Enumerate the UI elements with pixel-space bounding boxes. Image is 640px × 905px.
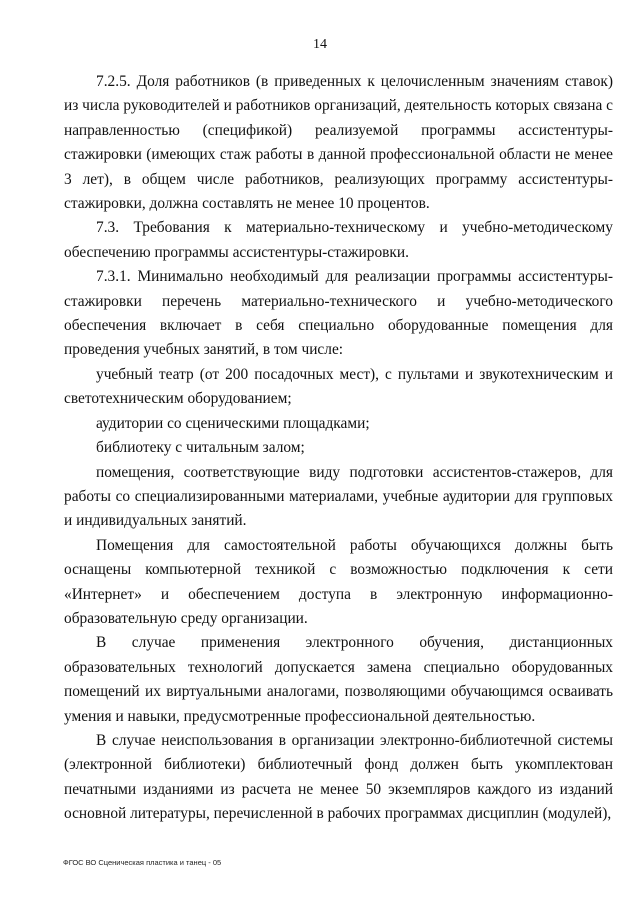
paragraph-self-study-rooms: Помещения для самостоятельной работы обучающихся должны быть оснащены компьютерной техникой с возможностью подключения к сети «Интернет» и обеспечением доступа в электронную информационно-образовательную среду организации. <box>64 536 613 627</box>
document-body <box>64 70 613 827</box>
list-item-theater: учебный театр (от 200 посадочных мест), с пультами и звукотехническим и светотехническим оборудованием; <box>64 365 613 408</box>
list-item-rooms: помещения, соответствующие виду подготовки ассистентов-стажеров, для работы со специализированными материалами, учебные аудитории для групповых и индивидуальных занятий. <box>64 463 613 530</box>
list-item-auditoriums: аудитории со сценическими площадками; <box>96 414 370 432</box>
footer-note: ФГОС ВО Сценическая пластика и танец - 05 <box>63 858 222 867</box>
paragraph-7-3-1: 7.3.1. Минимально необходимый для реализации программы ассистентуры-стажировки перечень материально-технического и учебно-методического обеспечения включает в себя специально оборудованные помещения для проведения учебных занятий, в том числе: <box>64 268 613 359</box>
list-item-library: библиотеку с читальным залом; <box>96 439 305 457</box>
page-number: 14 <box>313 37 327 52</box>
paragraph-7-2-5: 7.2.5. Доля работников (в приведенных к целочисленным значениям ставок) из числа руководителей и работников организаций, деятельность которых связана с направленностью (спецификой) реализуемой программы ассистентуры-стажировки (имеющих стаж работы в данной профессиональной области не менее 3 лет), в общем числе работников, реализующих программу ассистентуры-стажировки, должна составлять не менее 10 процентов. <box>64 73 613 213</box>
paragraph-library-fund: В случае неиспользования в организации электронно-библиотечной системы (электронной библиотеки) библиотечный фонд должен быть укомплектован печатными изданиями из расчета не менее 50 экземпляров каждого из изданий основной литературы, перечисленной в рабочих программах дисциплин (модулей), <box>64 731 613 823</box>
paragraph-e-learning: В случае применения электронного обучения, дистанционных образовательных технологий допускается замена специально оборудованных помещений их виртуальными аналогами, позволяющими обучающимся осваивать умения и навыки, предусмотренные профессиональной деятельностью. <box>64 634 613 725</box>
paragraph-7-3: 7.3. Требования к материально-техническому и учебно-методическому обеспечению программы ассистентуры-стажировки. <box>64 219 613 261</box>
